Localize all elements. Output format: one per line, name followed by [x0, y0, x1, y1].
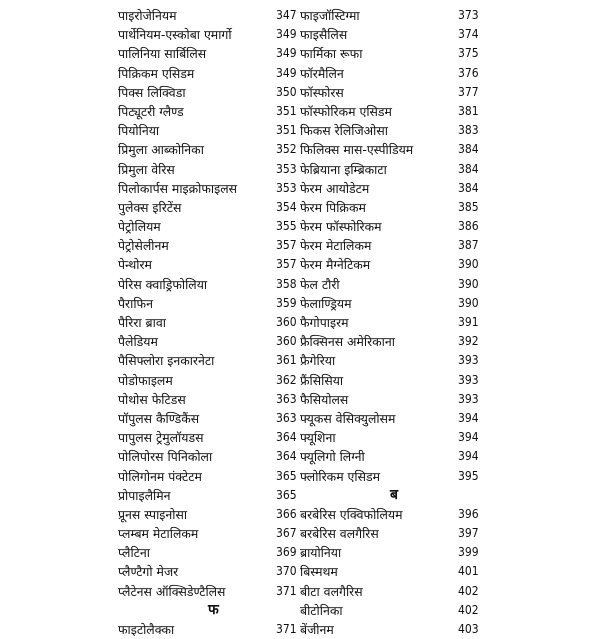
index-term: पैरिरा ब्रावा: [118, 315, 166, 330]
index-page-number: 373: [458, 8, 479, 22]
section-heading: [300, 486, 480, 505]
index-page-number: 390: [458, 257, 479, 272]
index-term: फेरम आयोडेटम: [300, 180, 370, 196]
index-entry: [300, 371, 480, 390]
index-page-number: 349: [276, 65, 297, 80]
index-term: फैगोपाइरम: [300, 315, 349, 330]
index-term: पैलेडियम: [118, 334, 158, 350]
index-entry: [300, 428, 480, 447]
index-page-number: 360: [276, 315, 297, 329]
index-entry: [300, 332, 480, 351]
index-page-number: 391: [458, 315, 479, 329]
index-term: फेरम फॉस्फोरिकम: [300, 219, 382, 235]
index-term: पोथोस फेटिडस: [118, 391, 186, 407]
index-entry: [118, 505, 298, 524]
index-page-number: 366: [276, 506, 297, 521]
index-entry: [118, 102, 298, 121]
index-entry: [300, 467, 480, 486]
index-entry: [118, 486, 298, 505]
index-entry: [300, 198, 480, 217]
index-entry: [300, 409, 480, 428]
index-term: प्रिमुला वेरिस: [118, 161, 175, 177]
index-page-number: 387: [458, 238, 479, 253]
index-page-number: 394: [458, 410, 479, 425]
index-page-number: 363: [276, 391, 297, 406]
index-term: पिट्यूटरी ग्लैण्ड: [118, 103, 184, 119]
index-page-number: 393: [458, 372, 479, 387]
index-term: फाइजॉस्टिग्मा: [300, 8, 360, 23]
index-page-number: 365: [276, 487, 297, 502]
index-page-number: 353: [276, 180, 297, 195]
index-entry: [118, 198, 298, 217]
index-term: ब्रायोनिया: [300, 545, 342, 561]
index-entry: [300, 543, 480, 562]
index-page-number: 399: [458, 545, 479, 560]
index-term: पेन्थोरम: [118, 257, 152, 273]
index-term: फ्लोरिकम एसिडम: [300, 468, 381, 484]
index-entry: [118, 140, 298, 159]
index-page-number: 393: [458, 353, 479, 368]
index-entry: [300, 275, 480, 294]
index-entry: [300, 255, 480, 274]
index-entry: [300, 390, 480, 409]
index-term: फार्मिका रूफा: [300, 46, 363, 62]
index-page-number: 395: [458, 468, 479, 483]
index-entry: [118, 467, 298, 486]
index-term: प्रोपाइलैमिन: [118, 487, 171, 503]
index-entry: [118, 25, 298, 44]
index-page-number: 357: [276, 238, 297, 253]
index-page-number: 390: [458, 276, 479, 291]
index-term: पॉपुलस कैण्डिकैंस: [118, 410, 200, 426]
index-page-number: 394: [458, 449, 479, 464]
index-page-number: 383: [458, 123, 479, 138]
index-entry: [118, 217, 298, 236]
index-entry: [300, 140, 480, 159]
index-entry: [300, 64, 480, 83]
index-term: प्रूनस स्पाइनोसा: [118, 506, 188, 522]
index-entry: [118, 313, 298, 332]
index-term: बेंजीनम: [300, 622, 334, 637]
index-page-number: 377: [458, 84, 479, 99]
index-page-number: 365: [276, 468, 297, 483]
index-page-number: 375: [458, 46, 479, 61]
index-entry: [118, 447, 298, 466]
index-page-number: 352: [276, 142, 297, 157]
index-term: बरबेरिस वलगैरिस: [300, 526, 379, 542]
index-entry: [300, 447, 480, 466]
index-page-number: 390: [458, 295, 479, 310]
index-term: बीटोनिका: [300, 602, 343, 618]
index-entry: [300, 236, 480, 255]
index-page-number: 363: [276, 410, 297, 425]
index-term: प्लैण्टैगो मेजर: [118, 564, 179, 580]
index-page-number: 376: [458, 65, 479, 80]
index-term: फैसियोलस: [300, 391, 349, 407]
index-entry: [118, 371, 298, 390]
index-page-number: 369: [276, 545, 297, 560]
index-entry: [118, 160, 298, 179]
index-entry: [118, 409, 298, 428]
index-term: पार्थेनियम-एस्कोबा एमार्गो: [118, 27, 232, 43]
index-entry: [118, 582, 298, 601]
index-page-number: 370: [276, 564, 297, 579]
index-entry: [300, 351, 480, 370]
index-page-number: 396: [458, 506, 479, 521]
index-term: पैसिफ्लोरा इनकारनेटा: [118, 353, 215, 369]
index-term: फेरम मैग्नेटिकम: [300, 257, 371, 273]
index-page-number: 349: [276, 46, 297, 61]
index-page-number: 350: [276, 84, 297, 99]
index-term: फ्यूलिगो लिग्नी: [300, 449, 365, 465]
index-entry: [118, 428, 298, 447]
index-entry: [300, 562, 480, 581]
index-term: पियोनिया: [118, 123, 160, 139]
index-term: फ्रैगेरिया: [300, 353, 336, 369]
index-term: फिकस रेलिजिओसा: [300, 123, 388, 139]
index-entry: [300, 582, 480, 601]
index-entry: [300, 524, 480, 543]
index-page-number: 394: [458, 430, 479, 445]
index-page-number: 362: [276, 372, 297, 387]
index-page-number: 402: [458, 583, 479, 598]
index-term: फिलिक्स मास-एस्पीडियम: [300, 142, 414, 158]
index-page-number: 402: [458, 602, 479, 617]
index-term: पुलेक्स इरिटेंस: [118, 199, 182, 215]
section-heading-letter: फ: [208, 601, 219, 618]
index-entry: [118, 562, 298, 581]
index-entry: [118, 390, 298, 409]
index-entry: [300, 160, 480, 179]
index-term: फेरम मेटालिकम: [300, 238, 372, 254]
index-page-number: 403: [458, 622, 479, 636]
index-page-number: 349: [276, 27, 297, 42]
index-entry: [118, 44, 298, 63]
index-term: पोडोफाइलम: [118, 372, 173, 388]
index-entry: [300, 601, 480, 620]
index-entry: [118, 121, 298, 140]
index-page-number: 351: [276, 103, 297, 118]
index-page-number: 371: [276, 583, 297, 598]
index-term: पाइरोजेनियम: [118, 8, 177, 23]
index-entry: [300, 620, 480, 639]
index-term: पापुलस ट्रेमुलॉयडस: [118, 430, 204, 446]
index-page-number: 347: [276, 8, 297, 22]
index-entry: [300, 102, 480, 121]
index-page-number: 358: [276, 276, 297, 291]
index-column-left: [118, 6, 298, 639]
index-term: प्लम्बम मेटालिकम: [118, 526, 199, 542]
index-page-number: 401: [458, 564, 479, 579]
index-term: फ्यूशिना: [300, 430, 336, 446]
index-term: पोलिपोरस पिनिकोला: [118, 449, 213, 465]
index-entry: [118, 524, 298, 543]
index-page-number: 371: [276, 622, 297, 636]
index-term: फॉस्फोरस: [300, 84, 344, 100]
index-term: पेरिस क्वाड्रिफोलिया: [118, 276, 208, 292]
index-entry: [300, 83, 480, 102]
index-entry: [118, 620, 298, 639]
index-term: प्रिमुला आब्कोनिका: [118, 142, 204, 158]
index-entry: [300, 313, 480, 332]
index-entry: [118, 351, 298, 370]
index-term: बीटा वलगैरिस: [300, 583, 363, 599]
index-term: पोलिगोनम पंक्टेटम: [118, 468, 202, 484]
index-entry: [300, 217, 480, 236]
index-term: फाइटोलैक्का: [118, 622, 175, 637]
index-term: फेल टौरी: [300, 276, 340, 292]
index-page-number: 367: [276, 526, 297, 541]
index-term: फेरम पिक्रिकम: [300, 199, 366, 215]
index-page-number: 384: [458, 161, 479, 176]
index-page-number: 360: [276, 334, 297, 349]
index-page-number: 361: [276, 353, 297, 368]
index-entry: [118, 64, 298, 83]
index-entry: [118, 6, 298, 25]
index-page-number: 354: [276, 199, 297, 214]
index-entry: [300, 179, 480, 198]
index-entry: [118, 543, 298, 562]
index-term: पिलोकार्पस माइक्रोफाइलस: [118, 180, 237, 196]
index-term: प्लैटेनस ऑक्सिडेण्टैलिस: [118, 583, 226, 599]
index-term: बरबेरिस एक्विफोलियम: [300, 506, 403, 522]
index-page-number: 364: [276, 430, 297, 445]
index-term: फॉस्फोरिकम एसिडम: [300, 103, 392, 119]
index-column-right: [300, 6, 480, 639]
index-term: प्लैटिना: [118, 545, 150, 561]
index-term: फ्रैंसिसिया: [300, 372, 344, 388]
section-heading-letter: ब: [390, 486, 398, 503]
index-term: फ्यूकस वेसिक्युलोसम: [300, 410, 396, 426]
index-term: पिक्स लिक्विडा: [118, 84, 186, 100]
index-term: फेलाण्ड्रियम: [300, 295, 352, 311]
index-page-number: 386: [458, 219, 479, 234]
index-term: बिस्मथम: [300, 564, 338, 580]
index-entry: [118, 179, 298, 198]
index-entry: [118, 83, 298, 102]
index-entry: [118, 332, 298, 351]
index-term: फाइसैलिस: [300, 27, 348, 43]
index-entry: [300, 25, 480, 44]
index-page-number: 384: [458, 180, 479, 195]
index-entry: [118, 275, 298, 294]
section-heading: [118, 601, 298, 620]
index-entry: [118, 236, 298, 255]
index-page-number: 385: [458, 199, 479, 214]
index-term: पेट्रोसेलीनम: [118, 238, 169, 254]
index-term: पिक्रिकम एसिडम: [118, 65, 195, 81]
index-term: फ्रैक्सिनस अमेरिकाना: [300, 334, 395, 350]
index-term: फॉरमैलिन: [300, 65, 344, 81]
index-page-number: 374: [458, 27, 479, 42]
index-entry: [300, 121, 480, 140]
index-page-number: 364: [276, 449, 297, 464]
index-term: पेट्रोलियम: [118, 219, 161, 235]
index-page-number: 393: [458, 391, 479, 406]
index-page-number: 353: [276, 161, 297, 176]
index-page-number: 351: [276, 123, 297, 138]
index-entry: [300, 505, 480, 524]
index-entry: [118, 255, 298, 274]
index-page-number: 381: [458, 103, 479, 118]
index-entry: [118, 294, 298, 313]
index-page-number: 359: [276, 295, 297, 310]
index-entry: [300, 6, 480, 25]
index-page-number: 355: [276, 219, 297, 234]
index-term: पालिनिया सार्बिलिस: [118, 46, 207, 62]
index-entry: [300, 294, 480, 313]
index-page-number: 384: [458, 142, 479, 157]
index-term: पैराफिन: [118, 295, 153, 311]
index-page-number: 392: [458, 334, 479, 349]
index-entry: [300, 44, 480, 63]
index-page-number: 357: [276, 257, 297, 272]
index-term: फेब्रियाना इम्ब्रिकाटा: [300, 161, 387, 177]
index-page-number: 397: [458, 526, 479, 541]
